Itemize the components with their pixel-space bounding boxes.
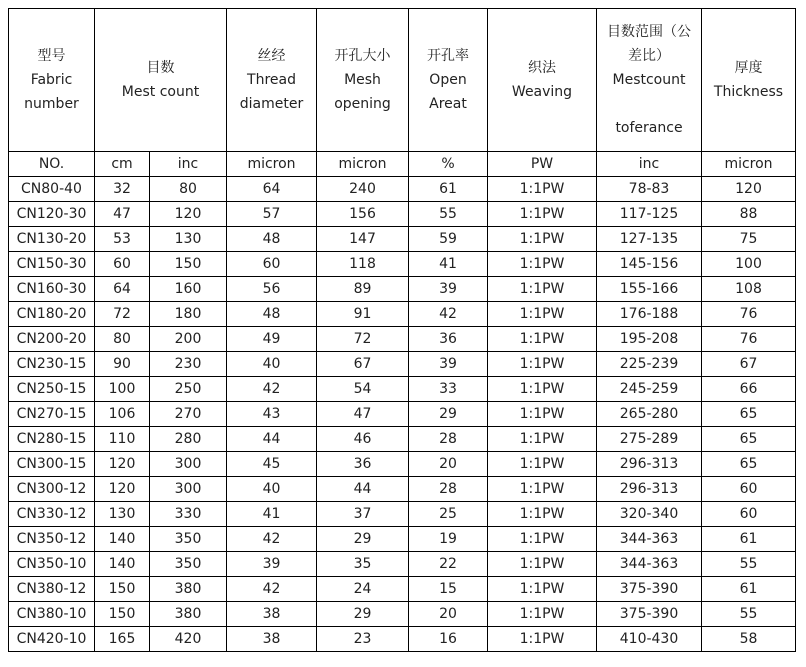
cell-mesh-cm: 100 bbox=[95, 377, 150, 402]
cell-mesh-inc: 380 bbox=[150, 577, 227, 602]
cell-mesh-opening: 54 bbox=[317, 377, 409, 402]
cell-thickness: 55 bbox=[702, 552, 796, 577]
header-mesh-count: 目数 Mest count bbox=[95, 9, 227, 152]
cell-thickness: 61 bbox=[702, 527, 796, 552]
cell-fabric-number: CN80-40 bbox=[9, 177, 95, 202]
cell-mesh-inc: 200 bbox=[150, 327, 227, 352]
cell-fabric-number: CN230-15 bbox=[9, 352, 95, 377]
unit-cell: NO. bbox=[9, 152, 95, 177]
cell-fabric-number: CN200-20 bbox=[9, 327, 95, 352]
cell-thickness: 108 bbox=[702, 277, 796, 302]
cell-weaving: 1:1PW bbox=[488, 602, 597, 627]
cell-mesh-opening: 156 bbox=[317, 202, 409, 227]
cell-open-area: 29 bbox=[409, 402, 488, 427]
cell-mesh-inc: 280 bbox=[150, 427, 227, 452]
cell-tolerance: 127-135 bbox=[597, 227, 702, 252]
cell-weaving: 1:1PW bbox=[488, 577, 597, 602]
cell-tolerance: 176-188 bbox=[597, 302, 702, 327]
cell-thread-diameter: 40 bbox=[227, 477, 317, 502]
unit-cell: micron bbox=[702, 152, 796, 177]
cell-open-area: 55 bbox=[409, 202, 488, 227]
cell-tolerance: 265-280 bbox=[597, 402, 702, 427]
cell-mesh-cm: 120 bbox=[95, 477, 150, 502]
cell-thread-diameter: 40 bbox=[227, 352, 317, 377]
cell-open-area: 20 bbox=[409, 452, 488, 477]
cell-fabric-number: CN350-10 bbox=[9, 552, 95, 577]
cell-thickness: 61 bbox=[702, 577, 796, 602]
cell-mesh-cm: 140 bbox=[95, 552, 150, 577]
cell-weaving: 1:1PW bbox=[488, 302, 597, 327]
cell-open-area: 15 bbox=[409, 577, 488, 602]
cell-fabric-number: CN300-12 bbox=[9, 477, 95, 502]
cell-tolerance: 375-390 bbox=[597, 577, 702, 602]
cell-open-area: 25 bbox=[409, 502, 488, 527]
unit-cell: inc bbox=[150, 152, 227, 177]
table-row bbox=[9, 427, 796, 452]
cell-weaving: 1:1PW bbox=[488, 352, 597, 377]
cell-weaving: 1:1PW bbox=[488, 327, 597, 352]
unit-cell: cm bbox=[95, 152, 150, 177]
cell-fabric-number: CN120-30 bbox=[9, 202, 95, 227]
cell-mesh-inc: 330 bbox=[150, 502, 227, 527]
cell-thread-diameter: 42 bbox=[227, 527, 317, 552]
cell-mesh-opening: 89 bbox=[317, 277, 409, 302]
cell-open-area: 33 bbox=[409, 377, 488, 402]
cell-open-area: 28 bbox=[409, 477, 488, 502]
cell-thread-diameter: 45 bbox=[227, 452, 317, 477]
cell-weaving: 1:1PW bbox=[488, 527, 597, 552]
cell-open-area: 61 bbox=[409, 177, 488, 202]
cell-thickness: 88 bbox=[702, 202, 796, 227]
cell-thickness: 55 bbox=[702, 602, 796, 627]
cell-mesh-opening: 91 bbox=[317, 302, 409, 327]
cell-fabric-number: CN180-20 bbox=[9, 302, 95, 327]
cell-tolerance: 78-83 bbox=[597, 177, 702, 202]
cell-thread-diameter: 64 bbox=[227, 177, 317, 202]
cell-mesh-opening: 72 bbox=[317, 327, 409, 352]
cell-mesh-cm: 32 bbox=[95, 177, 150, 202]
cell-mesh-cm: 72 bbox=[95, 302, 150, 327]
cell-thickness: 60 bbox=[702, 502, 796, 527]
cell-mesh-opening: 147 bbox=[317, 227, 409, 252]
cell-mesh-opening: 36 bbox=[317, 452, 409, 477]
cell-fabric-number: CN380-10 bbox=[9, 602, 95, 627]
header-fabric-number: 型号 Fabric number bbox=[9, 9, 95, 152]
cell-thread-diameter: 60 bbox=[227, 252, 317, 277]
cell-mesh-inc: 80 bbox=[150, 177, 227, 202]
cell-tolerance: 296-313 bbox=[597, 477, 702, 502]
unit-cell: micron bbox=[317, 152, 409, 177]
cell-mesh-cm: 130 bbox=[95, 502, 150, 527]
cell-mesh-opening: 46 bbox=[317, 427, 409, 452]
cell-weaving: 1:1PW bbox=[488, 552, 597, 577]
cell-weaving: 1:1PW bbox=[488, 402, 597, 427]
cell-fabric-number: CN330-12 bbox=[9, 502, 95, 527]
cell-thickness: 65 bbox=[702, 402, 796, 427]
cell-thread-diameter: 56 bbox=[227, 277, 317, 302]
table-row bbox=[9, 552, 796, 577]
cell-open-area: 42 bbox=[409, 302, 488, 327]
cell-mesh-cm: 64 bbox=[95, 277, 150, 302]
cell-thread-diameter: 49 bbox=[227, 327, 317, 352]
header-thread-diameter: 丝经 Thread diameter bbox=[227, 9, 317, 152]
cell-open-area: 20 bbox=[409, 602, 488, 627]
table-row bbox=[9, 377, 796, 402]
cell-fabric-number: CN270-15 bbox=[9, 402, 95, 427]
cell-fabric-number: CN160-30 bbox=[9, 277, 95, 302]
cell-mesh-cm: 165 bbox=[95, 627, 150, 652]
cell-thread-diameter: 57 bbox=[227, 202, 317, 227]
cell-thickness: 100 bbox=[702, 252, 796, 277]
table-row bbox=[9, 402, 796, 427]
cell-open-area: 28 bbox=[409, 427, 488, 452]
cell-mesh-cm: 80 bbox=[95, 327, 150, 352]
table-row bbox=[9, 227, 796, 252]
table-row bbox=[9, 477, 796, 502]
cell-mesh-cm: 150 bbox=[95, 602, 150, 627]
cell-fabric-number: CN130-20 bbox=[9, 227, 95, 252]
cell-mesh-cm: 90 bbox=[95, 352, 150, 377]
cell-thickness: 76 bbox=[702, 302, 796, 327]
cell-mesh-inc: 180 bbox=[150, 302, 227, 327]
cell-tolerance: 410-430 bbox=[597, 627, 702, 652]
units-row bbox=[9, 152, 796, 177]
table-row bbox=[9, 527, 796, 552]
cell-mesh-cm: 60 bbox=[95, 252, 150, 277]
cell-fabric-number: CN350-12 bbox=[9, 527, 95, 552]
cell-open-area: 36 bbox=[409, 327, 488, 352]
cell-thread-diameter: 44 bbox=[227, 427, 317, 452]
cell-fabric-number: CN250-15 bbox=[9, 377, 95, 402]
cell-mesh-inc: 270 bbox=[150, 402, 227, 427]
cell-thread-diameter: 38 bbox=[227, 602, 317, 627]
cell-thread-diameter: 48 bbox=[227, 302, 317, 327]
mesh-spec-table bbox=[8, 8, 796, 652]
cell-mesh-cm: 47 bbox=[95, 202, 150, 227]
cell-mesh-cm: 140 bbox=[95, 527, 150, 552]
cell-tolerance: 117-125 bbox=[597, 202, 702, 227]
table-row bbox=[9, 177, 796, 202]
table-row bbox=[9, 452, 796, 477]
cell-weaving: 1:1PW bbox=[488, 202, 597, 227]
cell-tolerance: 344-363 bbox=[597, 552, 702, 577]
table-row bbox=[9, 577, 796, 602]
cell-tolerance: 225-239 bbox=[597, 352, 702, 377]
cell-mesh-inc: 380 bbox=[150, 602, 227, 627]
cell-mesh-opening: 47 bbox=[317, 402, 409, 427]
cell-mesh-inc: 150 bbox=[150, 252, 227, 277]
table-row bbox=[9, 627, 796, 652]
cell-fabric-number: CN380-12 bbox=[9, 577, 95, 602]
cell-thickness: 65 bbox=[702, 452, 796, 477]
cell-thread-diameter: 48 bbox=[227, 227, 317, 252]
header-open-area: 开孔率 Open Areat bbox=[409, 9, 488, 152]
header-row bbox=[9, 9, 796, 152]
cell-mesh-opening: 23 bbox=[317, 627, 409, 652]
cell-fabric-number: CN280-15 bbox=[9, 427, 95, 452]
cell-mesh-cm: 110 bbox=[95, 427, 150, 452]
cell-weaving: 1:1PW bbox=[488, 227, 597, 252]
cell-thickness: 58 bbox=[702, 627, 796, 652]
cell-tolerance: 145-156 bbox=[597, 252, 702, 277]
cell-tolerance: 155-166 bbox=[597, 277, 702, 302]
cell-open-area: 39 bbox=[409, 277, 488, 302]
cell-mesh-cm: 150 bbox=[95, 577, 150, 602]
cell-mesh-opening: 37 bbox=[317, 502, 409, 527]
table-body bbox=[9, 177, 796, 652]
unit-cell: micron bbox=[227, 152, 317, 177]
cell-mesh-cm: 53 bbox=[95, 227, 150, 252]
cell-open-area: 39 bbox=[409, 352, 488, 377]
cell-tolerance: 275-289 bbox=[597, 427, 702, 452]
cell-mesh-opening: 29 bbox=[317, 527, 409, 552]
cell-thread-diameter: 42 bbox=[227, 377, 317, 402]
cell-mesh-inc: 250 bbox=[150, 377, 227, 402]
cell-mesh-inc: 350 bbox=[150, 552, 227, 577]
cell-weaving: 1:1PW bbox=[488, 502, 597, 527]
cell-weaving: 1:1PW bbox=[488, 277, 597, 302]
cell-mesh-inc: 300 bbox=[150, 477, 227, 502]
cell-open-area: 19 bbox=[409, 527, 488, 552]
cell-thread-diameter: 38 bbox=[227, 627, 317, 652]
table-row bbox=[9, 202, 796, 227]
cell-thickness: 66 bbox=[702, 377, 796, 402]
cell-thread-diameter: 43 bbox=[227, 402, 317, 427]
cell-thread-diameter: 39 bbox=[227, 552, 317, 577]
cell-mesh-opening: 67 bbox=[317, 352, 409, 377]
cell-fabric-number: CN150-30 bbox=[9, 252, 95, 277]
cell-weaving: 1:1PW bbox=[488, 627, 597, 652]
header-weaving: 织法 Weaving bbox=[488, 9, 597, 152]
cell-mesh-cm: 106 bbox=[95, 402, 150, 427]
cell-mesh-inc: 300 bbox=[150, 452, 227, 477]
cell-thickness: 120 bbox=[702, 177, 796, 202]
cell-open-area: 59 bbox=[409, 227, 488, 252]
cell-weaving: 1:1PW bbox=[488, 377, 597, 402]
cell-tolerance: 195-208 bbox=[597, 327, 702, 352]
cell-mesh-inc: 230 bbox=[150, 352, 227, 377]
cell-open-area: 22 bbox=[409, 552, 488, 577]
cell-weaving: 1:1PW bbox=[488, 477, 597, 502]
cell-mesh-opening: 118 bbox=[317, 252, 409, 277]
cell-thread-diameter: 42 bbox=[227, 577, 317, 602]
cell-tolerance: 320-340 bbox=[597, 502, 702, 527]
cell-weaving: 1:1PW bbox=[488, 452, 597, 477]
table-row bbox=[9, 302, 796, 327]
table-row bbox=[9, 602, 796, 627]
cell-mesh-opening: 24 bbox=[317, 577, 409, 602]
cell-thickness: 75 bbox=[702, 227, 796, 252]
cell-weaving: 1:1PW bbox=[488, 252, 597, 277]
table-row bbox=[9, 252, 796, 277]
cell-mesh-inc: 120 bbox=[150, 202, 227, 227]
cell-mesh-opening: 29 bbox=[317, 602, 409, 627]
unit-cell: inc bbox=[597, 152, 702, 177]
cell-mesh-opening: 240 bbox=[317, 177, 409, 202]
cell-thread-diameter: 41 bbox=[227, 502, 317, 527]
cell-fabric-number: CN420-10 bbox=[9, 627, 95, 652]
cell-weaving: 1:1PW bbox=[488, 427, 597, 452]
cell-mesh-cm: 120 bbox=[95, 452, 150, 477]
cell-fabric-number: CN300-15 bbox=[9, 452, 95, 477]
header-tolerance: 目数范围（公 差比） Mestcount toferance bbox=[597, 9, 702, 152]
header-mesh-opening: 开孔大小 Mesh opening bbox=[317, 9, 409, 152]
cell-open-area: 41 bbox=[409, 252, 488, 277]
table-row bbox=[9, 277, 796, 302]
unit-cell: % bbox=[409, 152, 488, 177]
cell-weaving: 1:1PW bbox=[488, 177, 597, 202]
cell-thickness: 67 bbox=[702, 352, 796, 377]
cell-tolerance: 375-390 bbox=[597, 602, 702, 627]
cell-open-area: 16 bbox=[409, 627, 488, 652]
cell-thickness: 76 bbox=[702, 327, 796, 352]
unit-cell: PW bbox=[488, 152, 597, 177]
cell-mesh-inc: 350 bbox=[150, 527, 227, 552]
cell-thickness: 65 bbox=[702, 427, 796, 452]
cell-mesh-inc: 420 bbox=[150, 627, 227, 652]
table-row bbox=[9, 502, 796, 527]
table-row bbox=[9, 327, 796, 352]
cell-tolerance: 344-363 bbox=[597, 527, 702, 552]
cell-thickness: 60 bbox=[702, 477, 796, 502]
header-thickness: 厚度 Thickness bbox=[702, 9, 796, 152]
cell-tolerance: 296-313 bbox=[597, 452, 702, 477]
cell-tolerance: 245-259 bbox=[597, 377, 702, 402]
cell-mesh-opening: 44 bbox=[317, 477, 409, 502]
cell-mesh-inc: 160 bbox=[150, 277, 227, 302]
table-row bbox=[9, 352, 796, 377]
cell-mesh-inc: 130 bbox=[150, 227, 227, 252]
cell-mesh-opening: 35 bbox=[317, 552, 409, 577]
